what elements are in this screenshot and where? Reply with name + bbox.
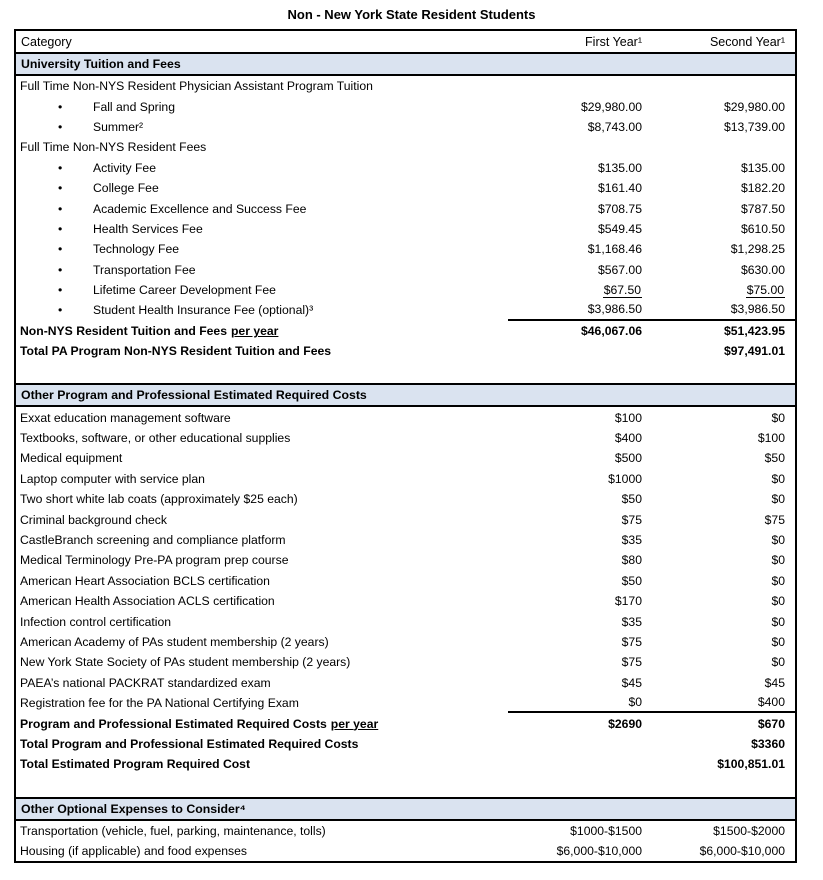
- row-values: [508, 260, 795, 280]
- table-header-values: [508, 31, 795, 52]
- table-row: [16, 530, 795, 550]
- first-year-value: [508, 411, 658, 425]
- row-label: [16, 283, 508, 297]
- row-values: [508, 821, 795, 841]
- table-row: [16, 673, 795, 693]
- first-year-value-text: $1000: [608, 471, 642, 486]
- row-label: [16, 717, 508, 731]
- second-year-value-text: $0: [771, 614, 785, 629]
- table-row: [16, 219, 795, 239]
- bullet-icon: •: [58, 201, 63, 216]
- bullet-icon: •: [58, 160, 63, 175]
- row-label-text: Technology Fee: [93, 242, 180, 257]
- row-label-text: Student Health Insurance Fee (optional)³: [93, 303, 314, 318]
- first-year-value-text: $1000-$1500: [570, 823, 642, 838]
- first-year-value: [508, 615, 658, 629]
- first-year-value: [508, 120, 658, 134]
- first-year-value-text: $6,000-$10,000: [556, 844, 642, 859]
- row-values: [508, 76, 795, 96]
- first-year-value: [508, 472, 658, 486]
- table-row: [16, 407, 795, 427]
- table-row: [16, 632, 795, 652]
- table-row: [16, 821, 795, 841]
- first-year-value-text: $8,743.00: [587, 119, 642, 134]
- second-year-value-text: $610.50: [740, 221, 785, 236]
- row-label-text: Full Time Non-NYS Resident Physician Assistant Program Tuition: [20, 79, 373, 94]
- second-year-value-text: $0: [771, 492, 785, 507]
- second-year-value: [658, 324, 795, 338]
- second-year-value-text: $50: [764, 451, 785, 466]
- first-year-value-text: $80: [621, 553, 642, 568]
- table-row: [16, 571, 795, 591]
- row-label-text: Full Time Non-NYS Resident Fees: [20, 140, 207, 155]
- row-label-text: Lifetime Career Development Fee: [93, 283, 276, 298]
- first-year-value-text: $50: [621, 492, 642, 507]
- row-label: [16, 222, 508, 236]
- row-label-text: American Academy of PAs student membership (2 years): [20, 634, 329, 649]
- second-year-value: [658, 553, 795, 567]
- row-values: [508, 713, 795, 733]
- first-year-value: [508, 100, 658, 114]
- row-label: [16, 120, 508, 134]
- table-row: [16, 280, 795, 300]
- second-year-value-text: $400: [757, 695, 785, 710]
- row-label-text: Criminal background check: [20, 512, 167, 527]
- second-year-value: [658, 472, 795, 486]
- row-label: [16, 140, 508, 154]
- row-label: [16, 655, 508, 669]
- first-year-value-text: $35: [621, 614, 642, 629]
- bullet-icon: •: [58, 303, 63, 318]
- second-year-value: [658, 635, 795, 649]
- row-values: [508, 469, 795, 489]
- row-label: [16, 451, 508, 465]
- second-year-value-text: $0: [771, 594, 785, 609]
- second-year-value-text: $0: [771, 533, 785, 547]
- row-label-text: Fall and Spring: [93, 99, 175, 114]
- second-year-value: [658, 513, 795, 527]
- row-label: [16, 533, 508, 547]
- row-label: [16, 615, 508, 629]
- table-row: [16, 652, 795, 672]
- row-label-text: American Health Association ACLS certification: [20, 594, 275, 609]
- table-row: [16, 448, 795, 468]
- first-year-value: [508, 574, 658, 588]
- first-year-value: [508, 263, 658, 277]
- second-year-value-text: $135.00: [740, 160, 785, 175]
- first-year-value: [508, 553, 658, 567]
- row-label: [16, 344, 508, 358]
- table-row: [16, 489, 795, 509]
- first-year-value: [508, 242, 658, 256]
- row-values: [508, 591, 795, 611]
- first-year-value: [508, 717, 658, 731]
- row-label-text: Transportation Fee: [93, 262, 196, 277]
- second-year-value: [658, 202, 795, 216]
- row-label: [16, 676, 508, 690]
- row-values: [508, 239, 795, 259]
- row-values: [508, 300, 795, 320]
- second-year-value: [658, 181, 795, 195]
- row-label: [16, 492, 508, 506]
- first-year-value: [508, 324, 658, 338]
- first-year-value-text: $45: [621, 675, 642, 690]
- section-header: Other Optional Expenses to Consider⁴: [16, 797, 795, 821]
- second-year-value-text: $0: [771, 634, 785, 649]
- row-label-text: Textbooks, software, or other educational supplies: [20, 431, 291, 446]
- column-header-second-year: Second Year¹: [709, 34, 785, 49]
- first-year-value-text: $170: [614, 594, 642, 609]
- second-year-value: [658, 676, 795, 690]
- row-values: [508, 693, 795, 713]
- second-year-value: [658, 695, 795, 709]
- row-label-text: Medical Terminology Pre-PA program prep course: [20, 553, 289, 568]
- row-label: [16, 553, 508, 567]
- second-year-value-text: $0: [771, 410, 785, 425]
- row-label-text: Academic Excellence and Success Fee: [93, 201, 307, 216]
- row-label-text: Exxat education management software: [20, 410, 231, 425]
- table-row: [16, 76, 795, 96]
- row-label: [16, 303, 508, 317]
- first-year-value-text: $2690: [608, 716, 642, 731]
- second-year-value: [658, 222, 795, 236]
- first-year-value: [508, 451, 658, 465]
- first-year-value-text: $500: [614, 451, 642, 466]
- row-label: [16, 824, 508, 838]
- table-row: [16, 734, 795, 754]
- row-values: [508, 178, 795, 198]
- row-values: [508, 117, 795, 137]
- row-values: [508, 754, 795, 774]
- first-year-value: [508, 513, 658, 527]
- first-year-value-text: $161.40: [597, 181, 642, 196]
- table-row: [16, 469, 795, 489]
- row-label: [16, 472, 508, 486]
- table-row: [16, 550, 795, 570]
- first-year-value: [508, 824, 658, 838]
- row-values: [508, 280, 795, 300]
- second-year-value-text: $1500-$2000: [713, 823, 785, 838]
- table-row: [16, 754, 795, 774]
- first-year-value: [508, 431, 658, 445]
- first-year-value-text: $75: [621, 512, 642, 527]
- second-year-value: [658, 451, 795, 465]
- row-label-text: College Fee: [93, 181, 159, 196]
- second-year-value-text: $100: [757, 431, 785, 446]
- table-row: [16, 428, 795, 448]
- first-year-value-text: $29,980.00: [581, 99, 642, 114]
- row-values: [508, 198, 795, 218]
- first-year-value-text: $46,067.06: [581, 323, 642, 338]
- second-year-value: [658, 344, 795, 358]
- row-label-text: Laptop computer with service plan: [20, 471, 205, 486]
- row-values: [508, 219, 795, 239]
- row-label-text: New York State Society of PAs student membership (2 years): [20, 655, 351, 670]
- row-label: [16, 757, 508, 771]
- row-label: [16, 242, 508, 256]
- table-row: [16, 841, 795, 861]
- second-year-value-text: $6,000-$10,000: [699, 844, 785, 859]
- first-year-value: [508, 302, 658, 316]
- second-year-value-text: $3,986.50: [730, 302, 785, 317]
- row-values: [508, 632, 795, 652]
- first-year-value-text: $567.00: [597, 262, 642, 277]
- second-year-value: [658, 161, 795, 175]
- second-year-value-text: $75: [764, 512, 785, 527]
- first-year-value-text: $75: [621, 634, 642, 649]
- second-year-value: [658, 757, 795, 771]
- row-values: [508, 611, 795, 631]
- second-year-value: [658, 120, 795, 134]
- first-year-value-text: $35: [621, 533, 642, 547]
- bullet-icon: •: [58, 242, 63, 257]
- tuition-fees-table: [14, 29, 797, 863]
- row-values: [508, 841, 795, 861]
- second-year-value: [658, 655, 795, 669]
- row-label: [16, 635, 508, 649]
- second-year-value: [658, 824, 795, 838]
- second-year-value-text: $97,491.01: [724, 344, 785, 359]
- second-year-value-text: $0: [771, 573, 785, 588]
- second-year-value: [658, 242, 795, 256]
- row-label-text: Summer²: [93, 119, 144, 134]
- column-header-first-year: First Year¹: [585, 34, 642, 49]
- table-row: [16, 591, 795, 611]
- table-row: [16, 713, 795, 733]
- second-year-value: [658, 844, 795, 858]
- first-year-value-text: $0: [628, 695, 642, 710]
- first-year-value: [508, 635, 658, 649]
- spacer-row: [16, 361, 795, 383]
- row-label-text: Non-NYS Resident Tuition and Fees: [20, 323, 227, 338]
- second-year-value-text: $0: [771, 471, 785, 486]
- row-label: [16, 79, 508, 93]
- second-year-value: [658, 100, 795, 114]
- first-year-value: [508, 492, 658, 506]
- first-year-value-text: $3,986.50: [587, 302, 642, 317]
- row-values: [508, 550, 795, 570]
- second-year-value: [658, 717, 795, 731]
- row-label-text: Health Services Fee: [93, 221, 203, 236]
- table-row: [16, 239, 795, 259]
- page-title: Non - New York State Resident Students: [287, 7, 536, 22]
- row-label-text: Total Estimated Program Required Cost: [20, 757, 251, 772]
- second-year-value-text: $182.20: [740, 181, 785, 196]
- row-label: [16, 431, 508, 445]
- first-year-value: [508, 655, 658, 669]
- row-values: [508, 673, 795, 693]
- column-header-category: Category: [21, 34, 72, 49]
- second-year-value-text: $45: [764, 675, 785, 690]
- table-row: [16, 611, 795, 631]
- table-row: [16, 321, 795, 341]
- row-label-text: Housing (if applicable) and food expenses: [20, 844, 247, 859]
- row-label-text: Total Program and Professional Estimated Required Costs: [20, 736, 359, 751]
- row-values: [508, 341, 795, 361]
- row-values: [508, 137, 795, 157]
- row-label-text: Total PA Program Non-NYS Resident Tuition and Fees: [20, 344, 332, 359]
- row-label-text: Infection control certification: [20, 614, 172, 629]
- second-year-value-text: $75.00: [746, 282, 784, 297]
- spacer-row: [16, 775, 795, 797]
- bullet-icon: •: [58, 221, 63, 236]
- first-year-value-text: $50: [621, 573, 642, 588]
- table-row: [16, 300, 795, 320]
- first-year-value: [508, 594, 658, 608]
- row-values: [508, 489, 795, 509]
- second-year-value: [658, 492, 795, 506]
- table-row: [16, 509, 795, 529]
- row-values: [508, 321, 795, 341]
- bullet-icon: •: [58, 99, 63, 114]
- second-year-value: [658, 263, 795, 277]
- row-label-text: Two short white lab coats (approximately $25 each): [20, 492, 298, 507]
- first-year-value: [508, 202, 658, 216]
- bullet-icon: •: [58, 262, 63, 277]
- row-label: [16, 844, 508, 858]
- table-header-row: [16, 31, 795, 52]
- second-year-value: [658, 594, 795, 608]
- second-year-value-text: $100,851.01: [717, 757, 785, 772]
- first-year-value-text: $100: [614, 410, 642, 425]
- first-year-value-text: $135.00: [597, 160, 642, 175]
- bullet-icon: •: [58, 181, 63, 196]
- second-year-value: [658, 411, 795, 425]
- second-year-value: [658, 302, 795, 316]
- row-values: [508, 734, 795, 754]
- second-year-value: [658, 431, 795, 445]
- table-row: [16, 198, 795, 218]
- row-values: [508, 571, 795, 591]
- first-year-value-text: $549.45: [597, 221, 642, 236]
- row-label: [16, 161, 508, 175]
- second-year-value-text: $0: [771, 553, 785, 568]
- section-header: Other Program and Professional Estimated Required Costs: [16, 383, 795, 407]
- row-label: [16, 202, 508, 216]
- row-label-text: American Heart Association BCLS certification: [20, 573, 270, 588]
- row-label: [16, 696, 508, 710]
- row-label: [16, 513, 508, 527]
- row-values: [508, 652, 795, 672]
- second-year-value-text: $3360: [751, 736, 785, 751]
- second-year-value: [658, 737, 795, 751]
- second-year-value-text: $29,980.00: [724, 99, 785, 114]
- row-label-text: Activity Fee: [93, 160, 156, 175]
- table-row: [16, 341, 795, 361]
- table-row: [16, 117, 795, 137]
- table-row: [16, 178, 795, 198]
- table-row: [16, 137, 795, 157]
- row-label: [16, 181, 508, 195]
- row-label: [16, 594, 508, 608]
- bullet-icon: •: [58, 119, 63, 134]
- row-values: [508, 509, 795, 529]
- second-year-value-text: $13,739.00: [724, 119, 785, 134]
- row-label-underlined-text: per year: [230, 323, 279, 338]
- first-year-value-text: $67.50: [603, 282, 641, 297]
- row-values: [508, 96, 795, 116]
- second-year-value-text: $51,423.95: [724, 323, 785, 338]
- table-row: [16, 96, 795, 116]
- row-values: [508, 428, 795, 448]
- row-label-text: Medical equipment: [20, 451, 123, 466]
- first-year-value: [508, 676, 658, 690]
- row-label: [16, 100, 508, 114]
- second-year-value-text: $1,298.25: [730, 242, 785, 257]
- second-year-value: [658, 574, 795, 588]
- second-year-value-text: $787.50: [740, 201, 785, 216]
- first-year-value: [508, 695, 658, 709]
- row-label-text: CastleBranch screening and compliance platform: [20, 533, 286, 547]
- second-year-value: [658, 533, 795, 547]
- table-row: [16, 260, 795, 280]
- first-year-value: [508, 283, 658, 298]
- second-year-value-text: $630.00: [740, 262, 785, 277]
- row-label-text: Program and Professional Estimated Required Costs: [20, 716, 327, 731]
- first-year-value-text: $1,168.46: [587, 242, 642, 257]
- row-label-text: Transportation (vehicle, fuel, parking, maintenance, tolls): [20, 823, 326, 838]
- first-year-value-text: $708.75: [597, 201, 642, 216]
- first-year-value: [508, 844, 658, 858]
- second-year-value-text: $670: [757, 716, 785, 731]
- second-year-value: [658, 283, 795, 298]
- row-label-underlined-text: per year: [330, 716, 379, 731]
- row-values: [508, 530, 795, 550]
- first-year-value: [508, 533, 658, 547]
- row-values: [508, 448, 795, 468]
- row-label: [16, 263, 508, 277]
- table-row: [16, 693, 795, 713]
- row-label: [16, 411, 508, 425]
- row-label: [16, 324, 508, 338]
- section-header: University Tuition and Fees: [16, 52, 795, 76]
- first-year-value-text: $75: [621, 655, 642, 670]
- first-year-value-text: $400: [614, 431, 642, 446]
- row-values: [508, 407, 795, 427]
- second-year-value: [658, 615, 795, 629]
- row-label: [16, 574, 508, 588]
- bullet-icon: •: [58, 283, 63, 298]
- first-year-value: [508, 222, 658, 236]
- table-row: [16, 158, 795, 178]
- second-year-value-text: $0: [771, 655, 785, 670]
- first-year-value: [508, 181, 658, 195]
- first-year-value: [508, 161, 658, 175]
- row-label: [16, 737, 508, 751]
- row-values: [508, 158, 795, 178]
- row-label-text: Registration fee for the PA National Certifying Exam: [20, 696, 299, 711]
- row-label-text: PAEA’s national PACKRAT standardized exam: [20, 675, 271, 690]
